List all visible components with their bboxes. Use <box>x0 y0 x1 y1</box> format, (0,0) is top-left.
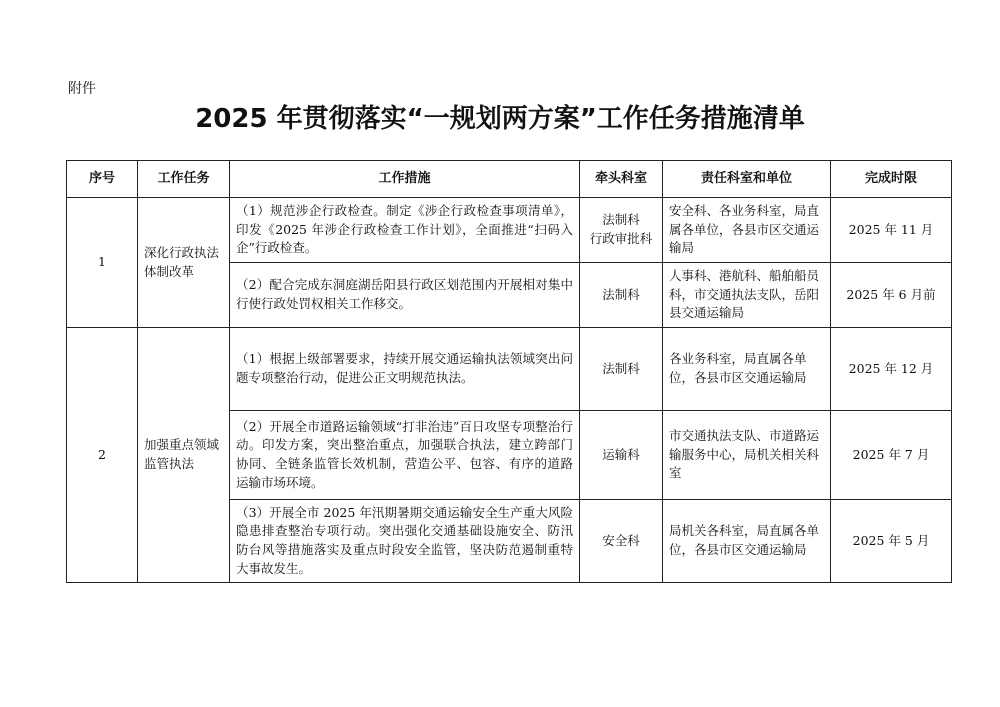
work-measure: （3）开展全市 2025 年汛期暑期交通运输安全生产重大风险隐患排查整治专项行动。突出强化交通基础设施安全、防汛防台风等措施落实及重点时段安全监管，坚决防范遏制重特大事故发生。 <box>230 500 580 583</box>
work-measure: （2）开展全市道路运输领域“打非治违”百日攻坚专项整治行动。印发方案，突出整治重点，加强联合执法，建立跨部门协同、全链条监管长效机制，营造公平、包容、有序的道路运输市场环境。 <box>230 411 580 500</box>
page-title: 2025 年贯彻落实“一规划两方案”工作任务措施清单 <box>195 104 805 134</box>
header-no: 序号 <box>67 161 138 198</box>
lead-dept: 安全科 <box>580 500 663 583</box>
header-measure: 工作措施 <box>230 161 580 198</box>
table-row <box>67 328 952 411</box>
lead-dept: 运输科 <box>580 411 663 500</box>
header-task: 工作任务 <box>138 161 230 198</box>
task-measures-table <box>66 160 952 583</box>
responsible-units: 人事科、港航科、船舶船员科，市交通执法支队，岳阳县交通运输局 <box>663 263 831 328</box>
responsible-units: 安全科、各业务科室，局直属各单位，各县市区交通运输局 <box>663 198 831 263</box>
deadline: 2025 年 12 月 <box>831 328 952 411</box>
lead-dept: 法制科 <box>580 328 663 411</box>
deadline: 2025 年 5 月 <box>831 500 952 583</box>
lead-dept: 法制科 <box>580 263 663 328</box>
deadline: 2025 年 11 月 <box>831 198 952 263</box>
deadline: 2025 年 7 月 <box>831 411 952 500</box>
attachment-label: 附件 <box>68 81 96 97</box>
responsible-units: 市交通执法支队、市道路运输服务中心，局机关相关科室 <box>663 411 831 500</box>
work-measure: （1）规范涉企行政检查。制定《涉企行政检查事项清单》，印发《2025 年涉企行政检查工作计划》，全面推进“扫码入企”行政检查。 <box>230 198 580 263</box>
responsible-units: 局机关各科室，局直属各单位，各县市区交通运输局 <box>663 500 831 583</box>
deadline: 2025 年 6 月前 <box>831 263 952 328</box>
lead-dept: 法制科 行政审批科 <box>580 198 663 263</box>
work-task: 深化行政执法体制改革 <box>138 198 230 328</box>
work-measure: （1）根据上级部署要求，持续开展交通运输执法领域突出问题专项整治行动，促进公正文明规范执法。 <box>230 328 580 411</box>
work-task: 加强重点领域监管执法 <box>138 328 230 583</box>
header-lead-dept: 牵头科室 <box>580 161 663 198</box>
responsible-units: 各业务科室，局直属各单位，各县市区交通运输局 <box>663 328 831 411</box>
work-measure: （2）配合完成东洞庭湖岳阳县行政区划范围内开展相对集中行使行政处罚权相关工作移交。 <box>230 263 580 328</box>
row-number: 2 <box>67 328 138 583</box>
header-responsible-units: 责任科室和单位 <box>663 161 831 198</box>
row-number: 1 <box>67 198 138 328</box>
header-deadline: 完成时限 <box>831 161 952 198</box>
table-header-row <box>67 161 952 198</box>
table-row <box>67 198 952 263</box>
